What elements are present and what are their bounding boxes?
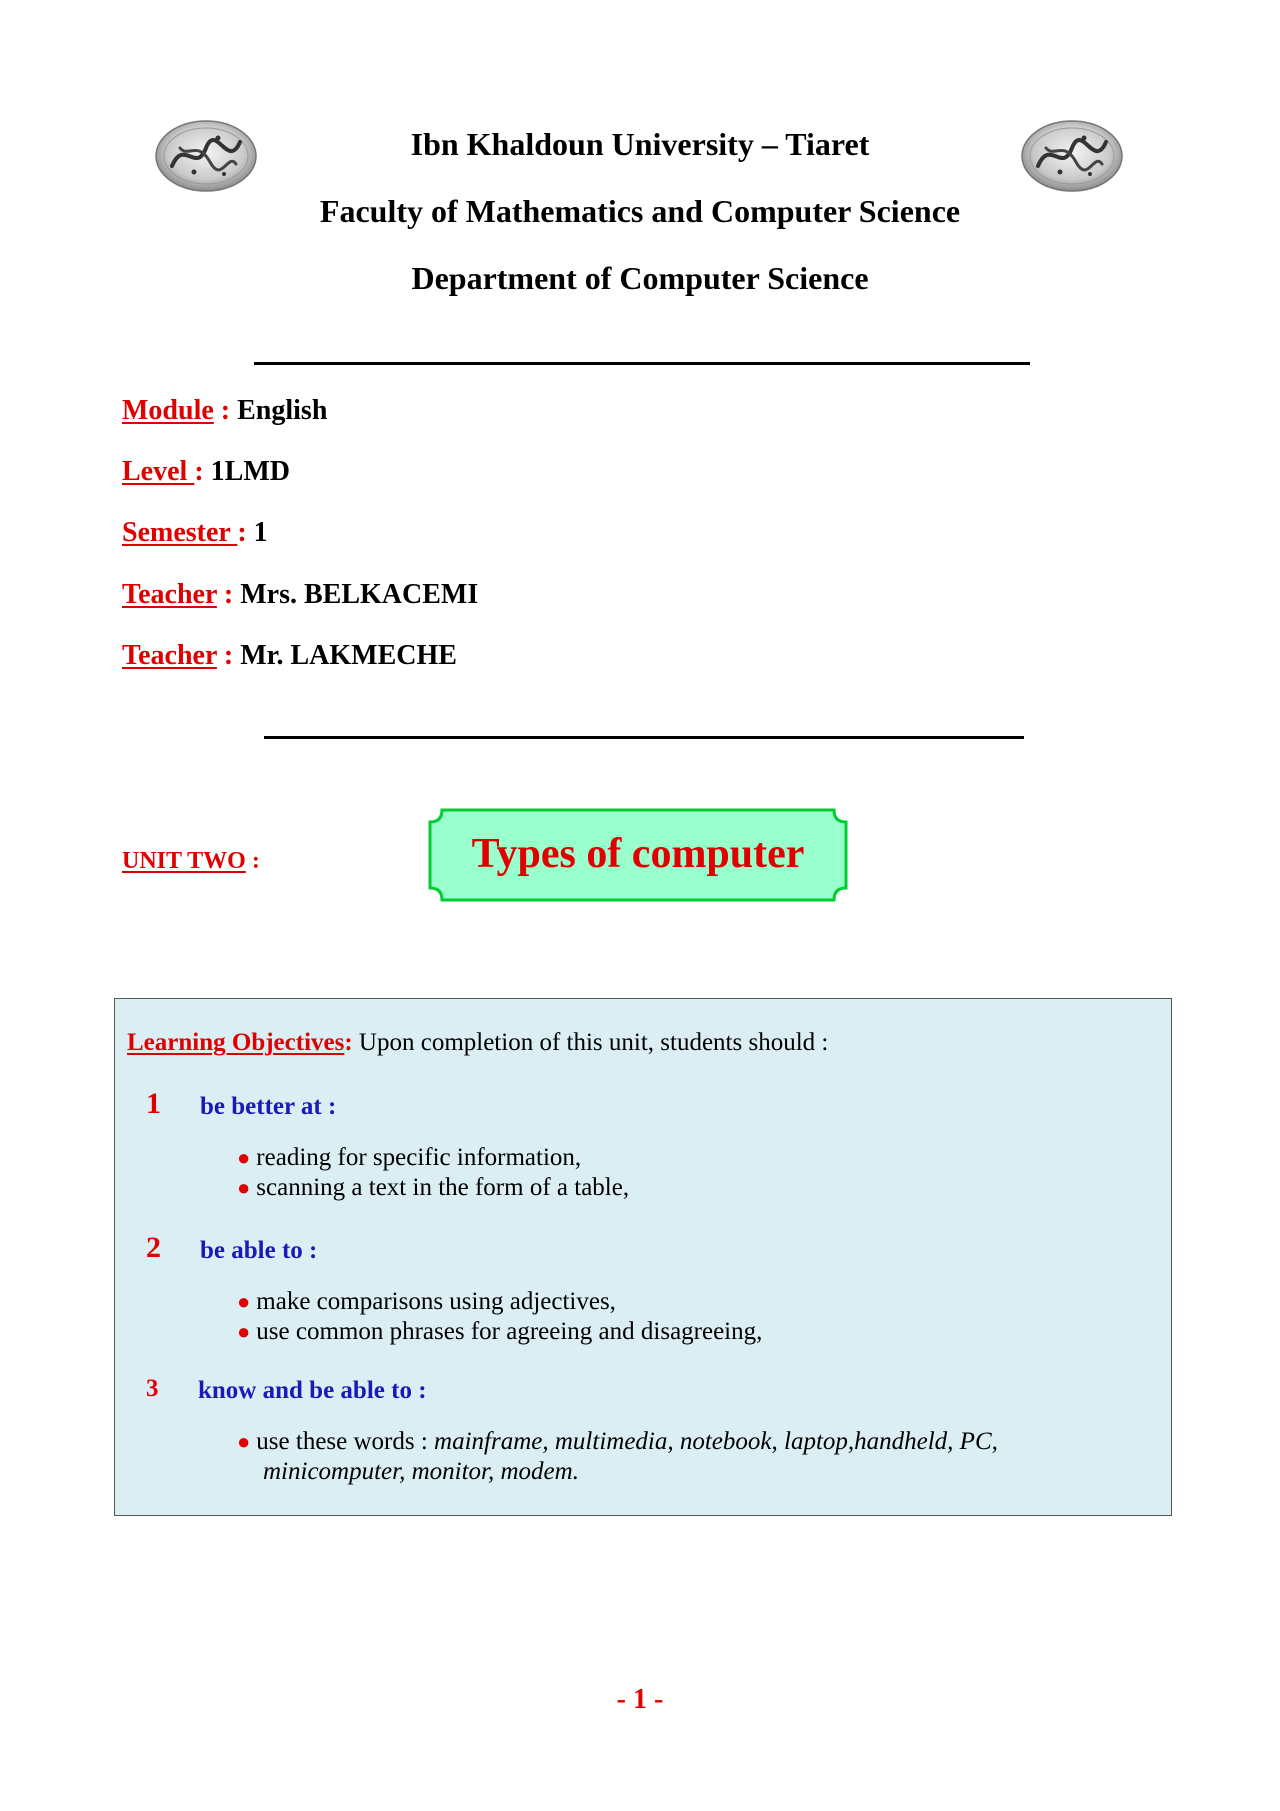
teacher2-label: Teacher: [122, 640, 217, 671]
objective-bullet-3-1: ● use these words : mainframe, multimedia, notebook, laptop,handheld, PC,: [237, 1428, 998, 1455]
teacher-line-2: [122, 639, 457, 673]
objective-number-3: 3: [146, 1375, 159, 1402]
objective-bullet-3-continuation: minicomputer, monitor, modem.: [263, 1458, 579, 1485]
bullet-icon: ●: [237, 1429, 251, 1454]
objective-number-2: 2: [146, 1231, 161, 1264]
teacher2-colon: :: [216, 640, 241, 671]
objectives-label: Learning Objectives: [127, 1029, 345, 1056]
objectives-colon: :: [344, 1029, 353, 1056]
teacher1-value: Mrs. BELKACEMI: [240, 579, 479, 610]
header-divider: [254, 362, 1030, 365]
level-label: Level: [122, 456, 195, 487]
teacher1-colon: :: [216, 579, 241, 610]
unit-title: Types of computer: [471, 831, 805, 877]
learning-objectives-box: [114, 998, 1172, 1516]
university-name: Ibn Khaldoun University – Tiaret: [410, 126, 870, 162]
department-name: Department of Computer Science: [411, 260, 869, 296]
bullet-icon: ●: [237, 1175, 251, 1200]
teacher-line-1: [122, 578, 478, 612]
semester-colon: :: [237, 517, 247, 548]
semester-label: Semester: [122, 517, 238, 548]
module-line: [122, 394, 327, 428]
info-divider: [264, 736, 1024, 739]
teacher1-label: Teacher: [122, 579, 217, 610]
objective-bullet-1-1: ● reading for specific information,: [237, 1144, 582, 1171]
objective-number-1: 1: [146, 1087, 161, 1120]
level-colon: :: [194, 456, 204, 487]
page-number: - 1 -: [616, 1684, 664, 1715]
unit-label-text: UNIT TWO: [122, 848, 246, 874]
objective-bullet-1-2: ● scanning a text in the form of a table,: [237, 1174, 630, 1201]
objectives-intro: Upon completion of this unit, students should :: [352, 1029, 829, 1056]
unit-title-box: [428, 808, 848, 912]
objectives-heading: [127, 1029, 828, 1057]
objective-bullet-2-1: ● make comparisons using adjectives,: [237, 1288, 616, 1315]
objective-bullet-2-2: ● use common phrases for agreeing and disagreeing,: [237, 1318, 763, 1345]
module-value: English: [237, 395, 328, 426]
unit-label: [122, 848, 260, 875]
module-label: Module: [122, 395, 214, 426]
objective-heading-1: be better at :: [200, 1093, 337, 1120]
bullet-icon: ●: [237, 1145, 251, 1170]
module-colon: :: [213, 395, 238, 426]
bullet-icon: ●: [237, 1289, 251, 1314]
level-value: 1LMD: [210, 456, 290, 487]
level-line: [122, 455, 290, 489]
bullet-icon: ●: [237, 1319, 251, 1344]
teacher2-value: Mr. LAKMECHE: [240, 640, 457, 671]
semester-value: 1: [253, 517, 268, 548]
faculty-name: Faculty of Mathematics and Computer Science: [319, 193, 961, 229]
semester-line: [122, 516, 268, 550]
objective-heading-2: be able to :: [200, 1237, 318, 1264]
objective-heading-3: know and be able to :: [198, 1377, 427, 1404]
unit-label-colon: :: [245, 848, 260, 874]
